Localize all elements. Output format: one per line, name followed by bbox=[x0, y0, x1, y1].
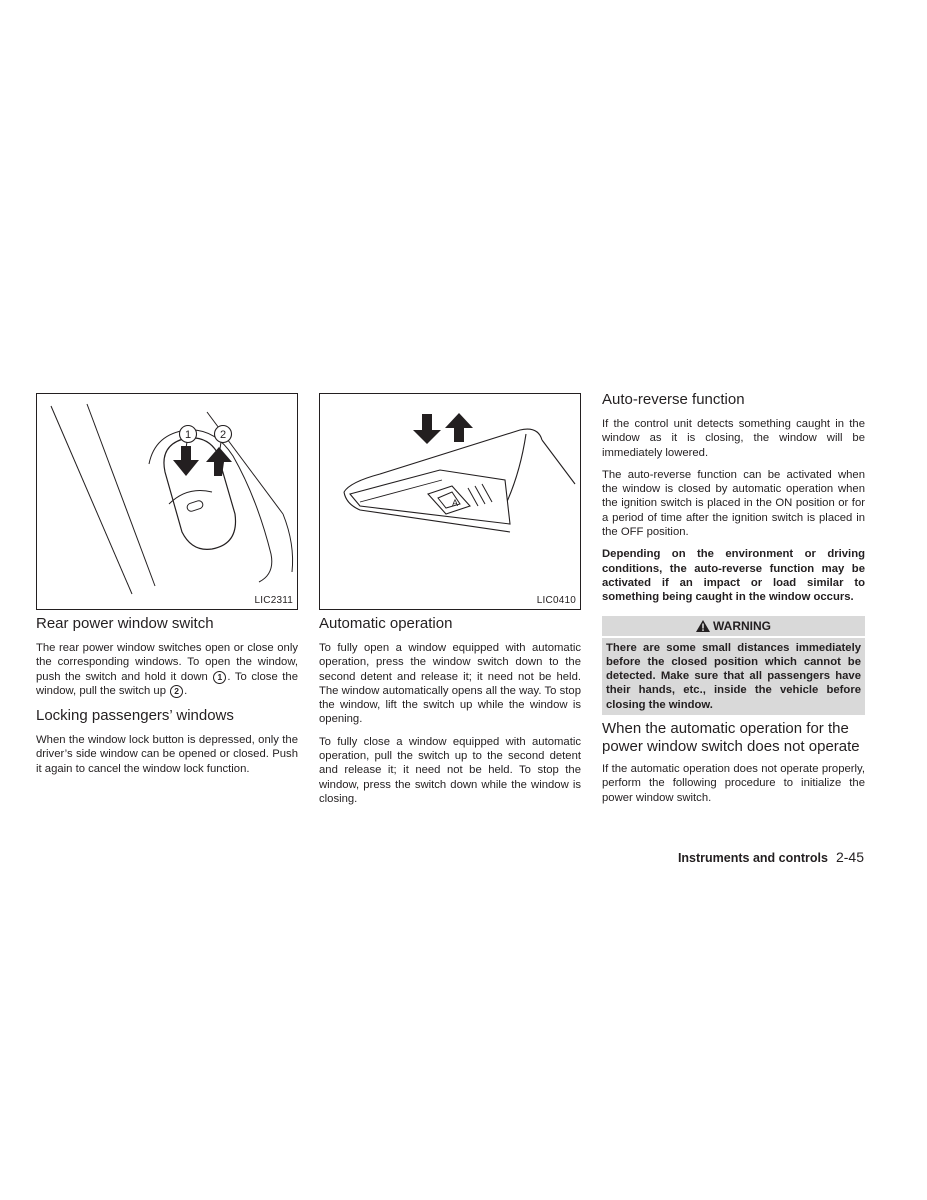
callout-2-label: 2 bbox=[219, 429, 227, 441]
automatic-window-switch-illustration bbox=[320, 394, 582, 611]
arrow-down-icon bbox=[413, 414, 441, 444]
warning-box bbox=[602, 616, 865, 715]
warning-label: WARNING bbox=[713, 618, 771, 633]
warning-text: There are some small distances immediately before the closed position which cannot be detected. Make sure that all passengers have their hands, etc., inside the vehicle before closing the window. bbox=[606, 641, 861, 711]
warning-header bbox=[602, 616, 865, 638]
figure-automatic-window-switch bbox=[319, 393, 581, 610]
paragraph-auto-reverse-2: The auto-reverse function can be activated when the window is closed by automatic operation when the ignition switch is placed in the ON position or for a period of time after the ignition switch is placed in the OFF position. bbox=[602, 468, 865, 539]
svg-text:A: A bbox=[452, 498, 459, 508]
paragraph-locking-passengers-windows: When the window lock button is depressed, only the driver’s side window can be opened or closed. Push it again to cancel the window lock function. bbox=[36, 734, 298, 775]
circled-number-1: 1 bbox=[213, 671, 226, 684]
figure-rear-window-switch bbox=[36, 393, 298, 610]
column-left bbox=[36, 393, 298, 776]
footer-section-title: Instruments and controls bbox=[677, 851, 828, 865]
text-segment: . bbox=[184, 684, 188, 697]
circled-number-2: 2 bbox=[170, 685, 183, 698]
paragraph-initialize-procedure: If the automatic operation does not operate properly, perform the following procedure to initialize the power window switch. bbox=[602, 763, 865, 804]
text-segment: . To close the window, pull the switch up bbox=[36, 670, 298, 697]
page-number: 2-45 bbox=[835, 849, 864, 865]
column-right bbox=[602, 391, 865, 805]
paragraph-automatic-close: To fully close a window equipped with automatic operation, pull the switch up to the second detent and release it; it need not be held. To stop the window, press the switch down while the window is closing. bbox=[319, 735, 581, 805]
rear-window-switch-illustration bbox=[37, 394, 299, 611]
heading-auto-reverse-function: Auto-reverse function bbox=[602, 391, 745, 408]
paragraph-automatic-open: To fully open a window equipped with automatic operation, press the window switch down to the second detent and release it; it need not be held. The window automatically opens all the way. To stop the window, lift the switch up while the window is opening. bbox=[319, 642, 581, 726]
heading-locking-passengers-windows: Locking passengers’ windows bbox=[36, 707, 234, 725]
arrow-up-icon bbox=[445, 413, 473, 442]
paragraph-auto-reverse-3: Depending on the environment or driving conditions, the auto-reverse function may be activated if an impact or load similar to something being caught in the window occurs. bbox=[602, 548, 865, 604]
paragraph-rear-power-window-switch bbox=[36, 641, 298, 698]
page-footer bbox=[678, 849, 864, 867]
paragraph-auto-reverse-1: If the control unit detects something caught in the window as it is closing, the window will be immediately lowered. bbox=[602, 418, 865, 459]
warning-triangle-icon bbox=[696, 620, 710, 632]
callout-1-label: 1 bbox=[184, 429, 192, 441]
text-segment: The rear power window switches open or close only the corresponding windows. To open the window, push the switch and hold it down bbox=[36, 642, 298, 683]
heading-rear-power-window-switch: Rear power window switch bbox=[36, 615, 214, 632]
column-middle bbox=[319, 393, 581, 806]
figure-code: LIC0410 bbox=[536, 595, 576, 606]
figure-code: LIC2311 bbox=[254, 595, 293, 606]
heading-automatic-operation-does-not-operate: When the automatic operation for the power window switch does not operate bbox=[602, 720, 860, 756]
heading-automatic-operation: Automatic operation bbox=[319, 615, 453, 632]
